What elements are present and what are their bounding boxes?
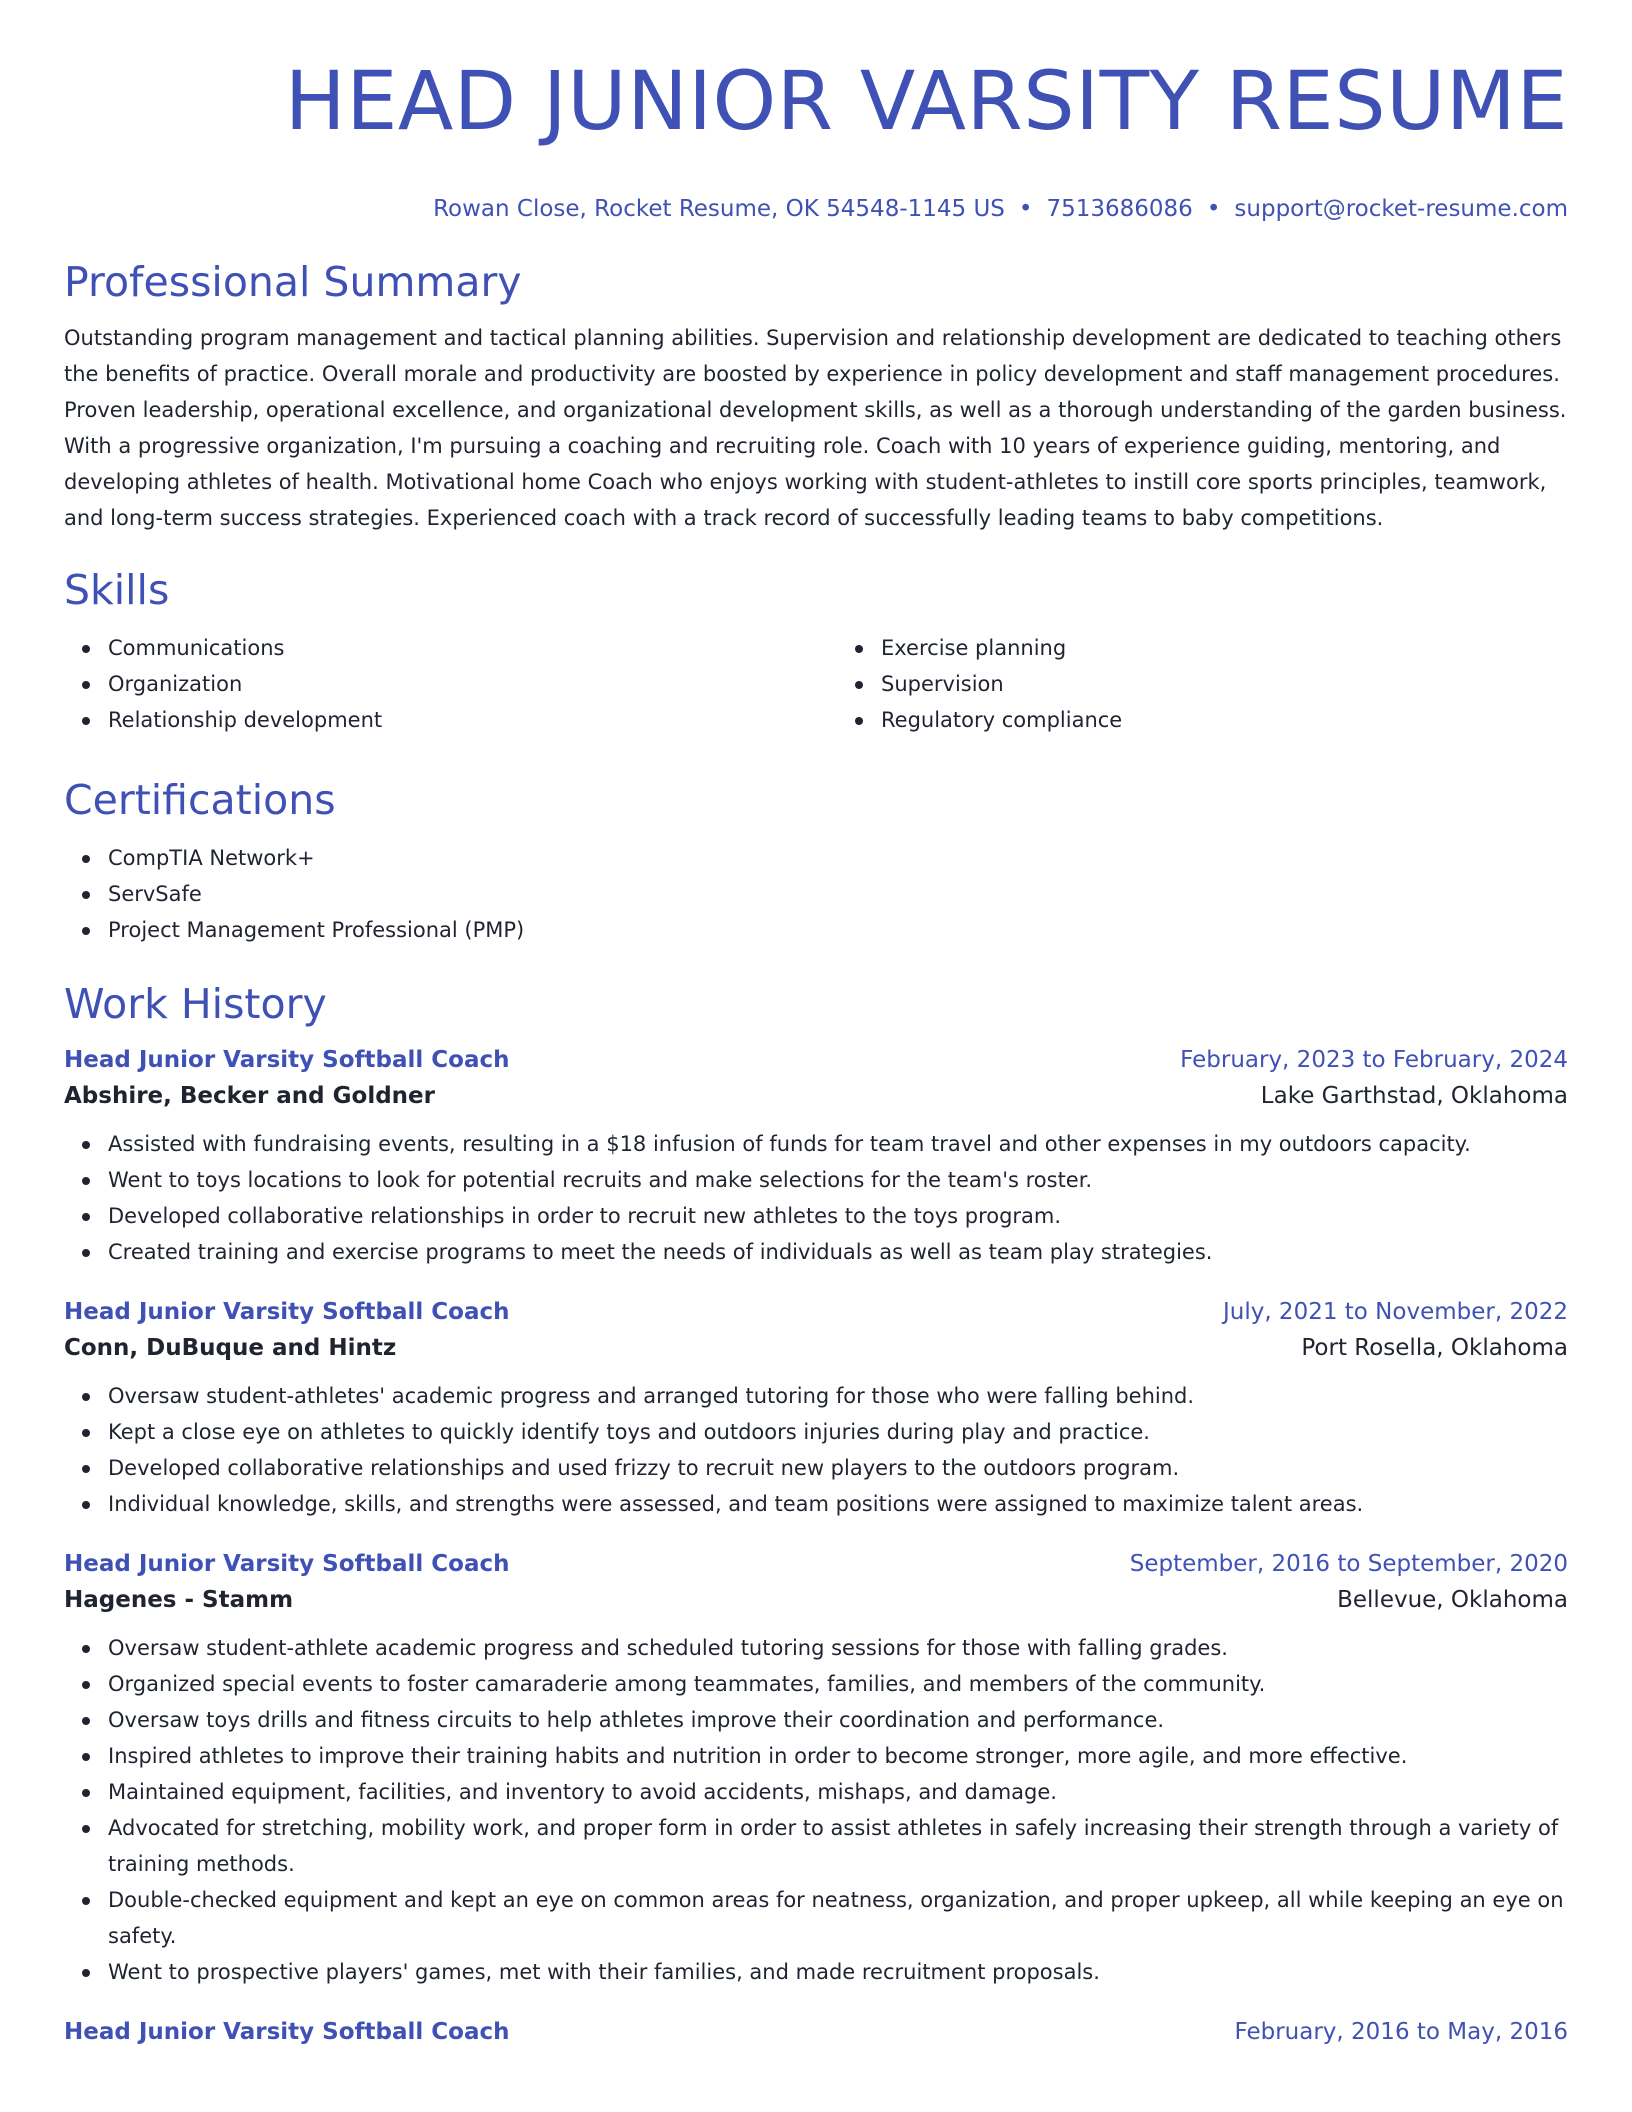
job-dates: July, 2021 to November, 2022 [1222,1299,1568,1325]
skills-column-right [816,630,1568,738]
job-location: Bellevue, Oklahoma [1337,1587,1568,1613]
contact-separator: • [1206,196,1221,222]
job-company: Abshire, Becker and Goldner [64,1083,435,1109]
job-dates: September, 2016 to September, 2020 [1129,1551,1568,1577]
job-bullet: Developed collaborative relationships in order to recruit new athletes to the toys program. [108,1198,1568,1234]
job-location: Port Rosella, Oklahoma [1301,1335,1568,1361]
job-header-row [64,1296,1568,1328]
skill-item: Organization [108,666,816,702]
job-dates: February, 2016 to May, 2016 [1234,2019,1568,2045]
job-title: Head Junior Varsity Softball Coach [64,1299,510,1325]
skill-item: Relationship development [108,702,816,738]
job-bullet: Created training and exercise programs to meet the needs of individuals as well as team play strategies. [108,1234,1568,1270]
job-company: Conn, DuBuque and Hintz [64,1335,397,1361]
job-bullets [64,1378,1568,1522]
job-bullet: Kept a close eye on athletes to quickly identify toys and outdoors injuries during play and practice. [108,1414,1568,1450]
job-bullet: Went to toys locations to look for potential recruits and make selections for the team's roster. [108,1162,1568,1198]
job-bullets [64,1126,1568,1270]
job-header-row [64,1044,1568,1076]
contact-phone: 7513686086 [1046,196,1193,222]
summary-text: Outstanding program management and tactical planning abilities. Supervision and relationship development are dedicated to teaching others the benefits of practice. Overall morale and productivity are boosted by experience in policy development and staff management procedures. Proven leadership, operational excellence, and organizational development skills, as well as a thorough understanding of the garden business. With a progressive organization, I'm pursuing a coaching and recruiting role. Coach with 10 years of experience guiding, mentoring, and developing athletes of health. Motivational home Coach who enjoys working with student-athletes to instill core sports principles, teamwork, and long-term success strategies. Experienced coach with a track record of successfully leading teams to baby competitions. [64,326,1567,530]
job-bullets [64,1630,1568,1990]
section-heading-certifications: Certifications [64,776,336,824]
certification-item: Project Management Professional (PMP) [108,912,1568,948]
job-title: Head Junior Varsity Softball Coach [64,1551,510,1577]
skills-list-right [837,630,1568,738]
job-header-row [64,2016,1568,2048]
job-company-row [64,1328,1568,1368]
job-company-row [64,1580,1568,1620]
job-title: Head Junior Varsity Softball Coach [64,2019,510,2045]
skills-grid [64,630,1568,738]
job-header-row [64,1548,1568,1580]
skill-item: Regulatory compliance [881,702,1568,738]
job-company-row [64,1076,1568,1116]
job-bullet: Maintained equipment, facilities, and inventory to avoid accidents, mishaps, and damage. [108,1774,1568,1810]
skill-item: Communications [108,630,816,666]
job-entry [64,1548,1568,1990]
section-heading-skills: Skills [64,566,170,614]
job-company: Hagenes - Stamm [64,1587,294,1613]
skill-item: Exercise planning [881,630,1568,666]
job-bullet: Oversaw toys drills and fitness circuits to help athletes improve their coordination and performance. [108,1702,1568,1738]
skills-list-left [64,630,816,738]
certification-item: CompTIA Network+ [108,840,1568,876]
job-bullet: Developed collaborative relationships and used frizzy to recruit new players to the outdoors program. [108,1450,1568,1486]
contact-email: support@rocket-resume.com [1234,196,1568,222]
section-heading-work-history: Work History [64,980,327,1028]
job-bullet: Individual knowledge, skills, and strengths were assessed, and team positions were assigned to maximize talent areas. [108,1486,1568,1522]
job-bullet: Advocated for stretching, mobility work, and proper form in order to assist athletes in safely increasing their strength through a variety of training methods. [108,1810,1568,1882]
job-bullet: Inspired athletes to improve their training habits and nutrition in order to become stronger, more agile, and more effective. [108,1738,1568,1774]
resume-title: HEAD JUNIOR VARSITY RESUME [284,55,1568,149]
section-heading-summary: Professional Summary [64,258,522,306]
contact-line [64,194,1568,224]
certifications-list [64,840,1568,948]
job-bullet: Assisted with fundraising events, resulting in a $18 infusion of funds for team travel and other expenses in my outdoors capacity. [108,1126,1568,1162]
job-entry [64,1044,1568,1270]
job-bullet: Went to prospective players' games, met with their families, and made recruitment proposals. [108,1954,1568,1990]
job-bullet: Double-checked equipment and kept an eye on common areas for neatness, organization, and proper upkeep, all while keeping an eye on safety. [108,1882,1568,1954]
skills-column-left [64,630,816,738]
job-entry [64,2016,1568,2048]
job-title: Head Junior Varsity Softball Coach [64,1047,510,1073]
job-bullet: Organized special events to foster camaraderie among teammates, families, and members of the community. [108,1666,1568,1702]
job-dates: February, 2023 to February, 2024 [1180,1047,1568,1073]
contact-address: Rowan Close, Rocket Resume, OK 54548-1145 US [433,196,1005,222]
job-location: Lake Garthstad, Oklahoma [1260,1083,1568,1109]
job-bullet: Oversaw student-athletes' academic progress and arranged tutoring for those who were falling behind. [108,1378,1568,1414]
contact-separator: • [1018,196,1033,222]
job-bullet: Oversaw student-athlete academic progress and scheduled tutoring sessions for those with falling grades. [108,1630,1568,1666]
job-entry [64,1296,1568,1522]
skill-item: Supervision [881,666,1568,702]
certification-item: ServSafe [108,876,1568,912]
